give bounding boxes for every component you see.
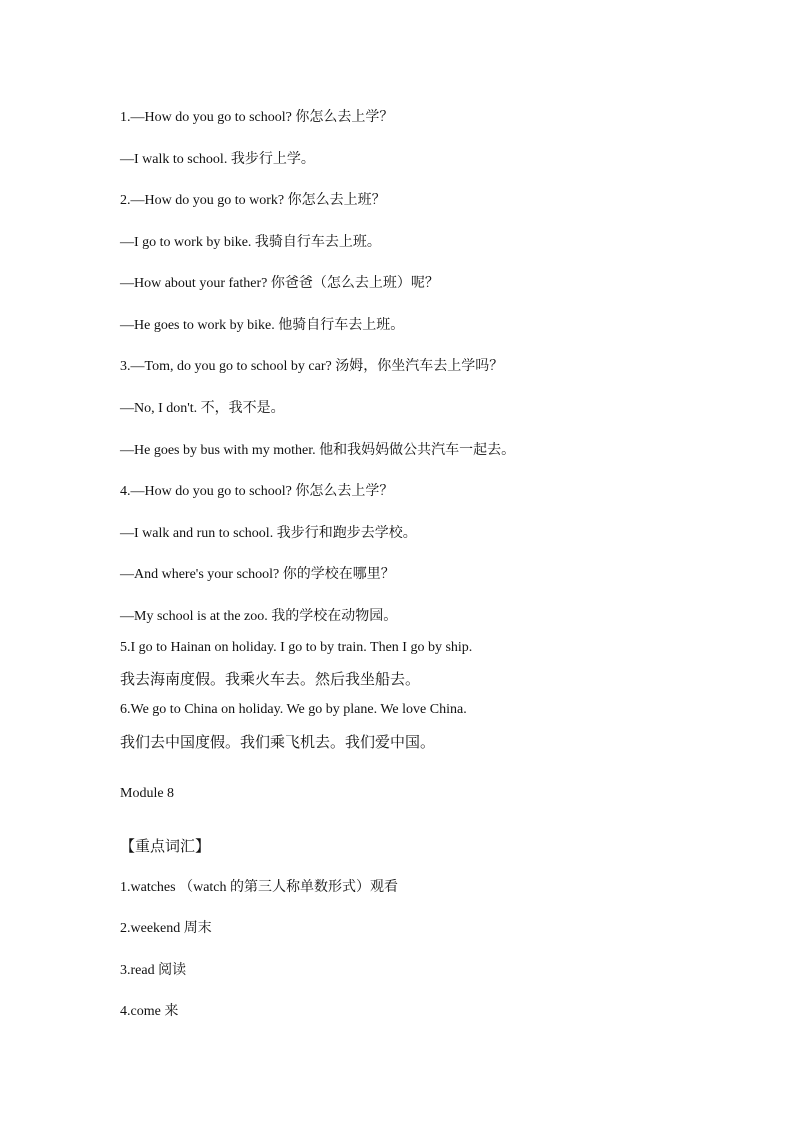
- dialogue-line: 3.—Tom, do you go to school by car? 汤姆，你坐汽车去上学吗？: [120, 359, 504, 374]
- sentence-line: 6.We go to China on holiday. We go by plane. We love China.: [120, 702, 467, 717]
- module-heading: Module 8: [120, 786, 175, 801]
- dialogue-line: —He goes to work by bike. 他骑自行车去上班。: [120, 318, 405, 333]
- dialogue-line: 2.—How do you go to work? 你怎么去上班？: [120, 193, 386, 208]
- sentence-line: 5.I go to Hainan on holiday. I go to by train. Then I go by ship.: [120, 640, 473, 655]
- dialogue-line: —He goes by bus with my mother. 他和我妈妈做公共汽车一起去。: [120, 443, 516, 458]
- dialogue-line: —My school is at the zoo. 我的学校在动物园。: [120, 609, 398, 624]
- dialogue-line: 4.—How do you go to school? 你怎么去上学？: [120, 484, 394, 499]
- translation-line: 我去海南度假。我乘火车去。然后我坐船去。: [120, 670, 421, 688]
- dialogue-line: —How about your father? 你爸爸（怎么去上班）呢？: [120, 276, 439, 291]
- vocab-item: 4.come 来: [120, 1004, 179, 1019]
- dialogue-line: —I walk to school. 我步行上学。: [120, 152, 315, 167]
- vocab-item: 2.weekend 周末: [120, 921, 212, 936]
- vocab-item: 3.read 阅读: [120, 963, 187, 978]
- dialogue-line: —I go to work by bike. 我骑自行车去上班。: [120, 235, 381, 250]
- dialogue-line: —And where's your school? 你的学校在哪里？: [120, 567, 395, 582]
- dialogue-line: 1.—How do you go to school? 你怎么去上学？: [120, 110, 394, 125]
- translation-line: 我们去中国度假。我们乘飞机去。我们爱中国。: [120, 733, 436, 751]
- vocab-item: 1.watches （watch 的第三人称单数形式）观看: [120, 880, 399, 895]
- section-heading: 【重点词汇】: [120, 837, 211, 855]
- dialogue-line: —I walk and run to school. 我步行和跑步去学校。: [120, 526, 417, 541]
- dialogue-line: —No, I don't. 不，我不是。: [120, 401, 285, 416]
